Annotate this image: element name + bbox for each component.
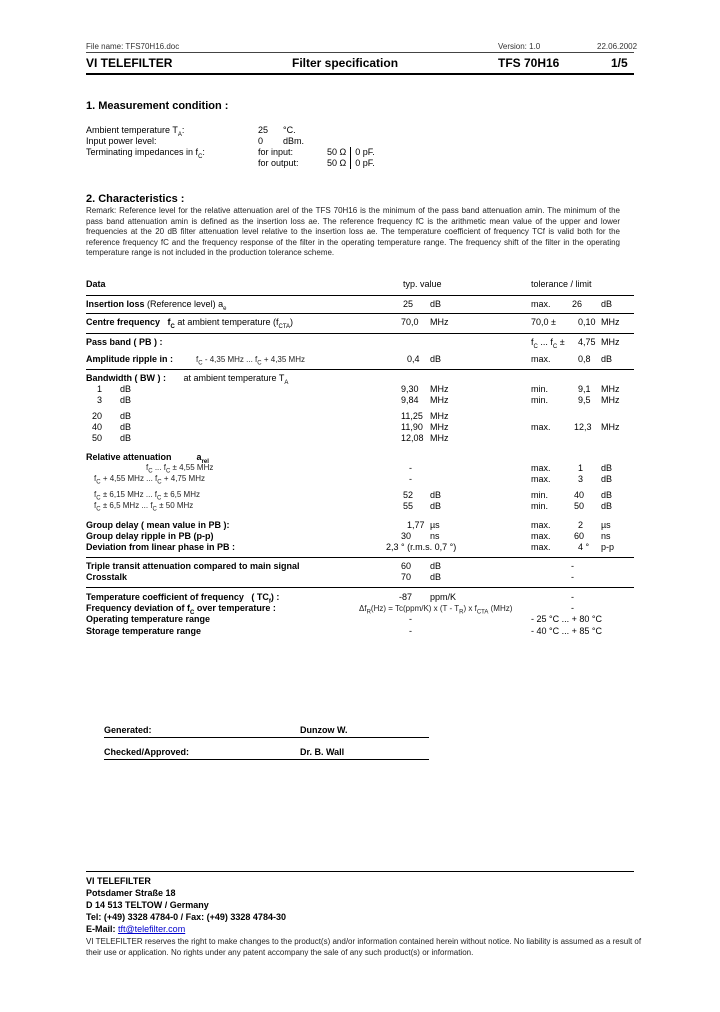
tolerance-kind: max.	[531, 422, 551, 432]
ra-limit: 1	[578, 463, 584, 473]
unit: MHz	[430, 433, 449, 443]
tolerance-kind: max.	[531, 299, 551, 309]
row-divider	[86, 587, 634, 588]
group-delay-limit: 2	[578, 520, 584, 530]
crosstalk-label: Crosstalk	[86, 572, 128, 582]
group-delay-ripple-typ: 30	[401, 531, 412, 541]
unit: ns	[601, 531, 611, 541]
ra-limit: 50	[574, 501, 585, 511]
company-name: VI TELEFILTER	[86, 56, 173, 70]
unit: dB	[601, 474, 613, 484]
bw-level: 1	[97, 384, 103, 394]
tolerance-kind: max.	[531, 354, 551, 364]
storage-temp-range: - 40 °C ... + 85 °C	[531, 626, 602, 636]
pass-band-range: $f_C$ ... $f_C$ ±	[531, 337, 565, 350]
unit: MHz	[601, 337, 620, 347]
tc-tolerance: -	[571, 592, 574, 602]
bw-level: 40	[92, 422, 103, 432]
ra-typ: -	[409, 474, 412, 484]
bw-limit: 9,1	[578, 384, 591, 394]
ra-range: $f_C \pm 6,15$ MHz ... $f_C \pm 6,5$ MHz	[94, 490, 200, 502]
relative-attenuation-label: Relative attenuation $a_{rel}$	[86, 452, 209, 465]
centre-frequency-typ: 70,0	[401, 317, 419, 327]
amplitude-ripple-typ: 0,4	[407, 354, 420, 364]
operating-temp-range: - 25 °C ... + 80 °C	[531, 614, 602, 624]
unit: dB	[120, 384, 132, 394]
input-power-unit: dBm.	[283, 136, 305, 146]
group-delay-label: Group delay ( mean value in PB ):	[86, 520, 230, 530]
for-input-value: 50 Ω 0 pF.	[327, 147, 375, 157]
pass-band-label: Pass band ( PB ) :	[86, 337, 163, 347]
bw-typ: 11,90	[401, 422, 423, 432]
centre-frequency-nominal: 70,0 ±	[531, 317, 556, 327]
for-output-label: for output:	[258, 158, 299, 168]
terminating-impedance-label: Terminating impedances in $f_C$:	[86, 147, 205, 160]
phase-deviation-label: Deviation from linear phase in PB :	[86, 542, 236, 552]
table-divider	[86, 295, 634, 296]
generated-name: Dunzow W.	[300, 725, 348, 735]
unit: µs	[430, 520, 440, 530]
unit: MHz	[601, 317, 620, 327]
crosstalk-typ: 70	[401, 572, 412, 582]
remark-paragraph: Remark: Reference level for the relative attenuation arel of the TFS 70H16 is the minimum of the pass band attenuation amin. The minimum of the pass band attenuation amin is defined as the insertion loss ae. The reference frequency fC is the arithmetic mean value of the upper and lower frequencies at the 20 dB filter attenuation level relative to the insertion loss ae. The temperature coefficient of frequency TCf is valid both for the reference frequency fC and the frequency response of the filter in the operating temperature range. The frequency shift of the filter in the operating temperature range is not included in the production tolerance scheme.	[86, 206, 620, 257]
tolerance-kind: max.	[531, 463, 551, 473]
footer-city: D 14 513 TELTOW / Germany	[86, 900, 209, 910]
separator-bar	[350, 147, 351, 158]
unit: dB	[601, 354, 613, 364]
phase-deviation-typ: 2,3 ° (r.m.s. 0,7 °)	[386, 542, 457, 552]
unit: dB	[120, 422, 132, 432]
group-delay-ripple-label: Group delay ripple in PB (p-p)	[86, 531, 214, 541]
tolerance-kind: max.	[531, 474, 551, 484]
unit: dB	[120, 433, 132, 443]
freq-deviation-label: Frequency deviation of $f_C$ over temperature :	[86, 603, 276, 616]
footer-divider	[86, 871, 634, 872]
header-divider-top	[86, 52, 634, 53]
bw-typ: 11,25	[401, 411, 423, 421]
doc-date: 22.06.2002	[597, 42, 638, 51]
unit: dB	[601, 299, 613, 309]
tolerance-kind: min.	[531, 384, 549, 394]
checked-label: Checked/Approved:	[104, 747, 190, 757]
checked-name: Dr. B. Wall	[300, 747, 345, 757]
bw-typ: 9,84	[401, 395, 419, 405]
unit: dB	[120, 411, 132, 421]
header-divider	[86, 73, 634, 75]
tolerance-kind: max.	[531, 542, 551, 552]
bw-level: 20	[92, 411, 103, 421]
ra-typ: -	[409, 463, 412, 473]
storage-temp-label: Storage temperature range	[86, 626, 202, 636]
input-power-value: 0	[258, 136, 264, 146]
footer-phone: Tel: (+49) 3328 4784-0 / Fax: (+49) 3328 4784-30	[86, 912, 286, 922]
unit: MHz	[430, 317, 449, 327]
unit: MHz	[430, 422, 449, 432]
unit: ns	[430, 531, 440, 541]
for-output-value: 50 Ω 0 pF.	[327, 158, 375, 168]
amplitude-ripple-limit: 0,8	[578, 354, 591, 364]
ra-limit: 3	[578, 474, 584, 484]
unit: dB	[601, 501, 613, 511]
row-divider	[86, 313, 634, 314]
tolerance-kind: min.	[531, 501, 549, 511]
insertion-loss-label: Insertion loss (Reference level) $a_e$	[86, 299, 227, 312]
unit: dB	[120, 395, 132, 405]
freq-deviation-formula: $\Delta f_R(Hz) = Tc(ppm/K)$ x $(T - T_R)$ x $f_{CTA}$ (MHz)	[359, 604, 513, 616]
unit: dB	[430, 490, 442, 500]
bw-level: 50	[92, 433, 103, 443]
insertion-loss-typ: 25	[403, 299, 414, 309]
unit: ppm/K	[430, 592, 457, 602]
ambient-temp-value: 25	[258, 125, 269, 135]
group-delay-typ: 1,77	[407, 520, 425, 530]
amplitude-ripple-label: Amplitude ripple in :	[86, 354, 173, 364]
tolerance-kind: min.	[531, 395, 549, 405]
triple-transit-typ: 60	[401, 561, 412, 571]
unit: µs	[601, 520, 611, 530]
col-tolerance: tolerance / limit	[531, 279, 592, 289]
crosstalk-tolerance: -	[571, 572, 574, 582]
storage-temp-typ: -	[409, 626, 412, 636]
bw-limit: 9,5	[578, 395, 591, 405]
unit: MHz	[601, 395, 620, 405]
footer-email: E-Mail: tft@telefilter.com	[86, 924, 186, 934]
for-input-label: for input:	[258, 147, 294, 157]
group-delay-ripple-limit: 60	[574, 531, 585, 541]
row-divider	[86, 557, 634, 558]
col-data: Data	[86, 279, 106, 289]
unit: p-p	[601, 542, 615, 552]
email-link[interactable]: tft@telefilter.com	[118, 924, 186, 934]
input-power-label: Input power level:	[86, 136, 157, 146]
unit: dB	[430, 354, 442, 364]
col-typ-value: typ. value	[403, 279, 442, 289]
triple-transit-label: Triple transit attenuation compared to main signal	[86, 561, 300, 571]
tc-typ: -87	[399, 592, 413, 602]
ra-range: $f_C \pm 6,5$ MHz ... $f_C \pm 50$ MHz	[94, 501, 194, 513]
signature-line	[104, 759, 429, 760]
unit: MHz	[430, 395, 449, 405]
row-divider	[86, 333, 634, 334]
unit: dB	[430, 561, 442, 571]
freq-deviation-tolerance: -	[571, 603, 574, 613]
centre-frequency-label: Centre frequency $f_C$ at ambient temperature $(f_{CTA})$	[86, 317, 294, 330]
doc-title: Filter specification	[292, 56, 399, 70]
signature-line	[104, 737, 429, 738]
unit: dB	[601, 490, 613, 500]
generated-label: Generated:	[104, 725, 152, 735]
tolerance-kind: min.	[531, 490, 549, 500]
tc-label: Temperature coefficient of frequency ( $TC_f$) :	[86, 592, 280, 605]
ra-range: $f_C + 4,55$ MHz ... $f_C + 4,75$ MHz	[94, 474, 205, 486]
row-divider	[86, 369, 634, 370]
version: Version: 1.0	[498, 42, 541, 51]
bw-typ: 9,30	[401, 384, 419, 394]
operating-temp-typ: -	[409, 614, 412, 624]
ambient-temp-unit: °C.	[283, 125, 296, 135]
unit: dB	[430, 299, 442, 309]
insertion-loss-limit: 26	[572, 299, 583, 309]
file-name: File name: TFS70H16.doc	[86, 42, 180, 51]
unit: dB	[430, 572, 442, 582]
characteristics-heading: 2. Characteristics :	[86, 193, 185, 205]
bw-typ: 12,08	[401, 433, 424, 443]
ra-range: $f_C$ ... $f_C \pm 4,55$ MHz	[146, 463, 214, 475]
bw-level: 3	[97, 395, 103, 405]
footer-company: VI TELEFILTER	[86, 876, 151, 886]
unit: MHz	[430, 411, 449, 421]
tolerance-kind: max.	[531, 520, 551, 530]
unit: dB	[430, 501, 442, 511]
unit: dB	[601, 463, 613, 473]
tolerance-kind: max.	[531, 531, 551, 541]
ra-typ: 52	[403, 490, 414, 500]
measurement-heading: 1. Measurement condition :	[86, 100, 229, 112]
unit: MHz	[430, 384, 449, 394]
unit: MHz	[601, 384, 620, 394]
operating-temp-label: Operating temperature range	[86, 614, 211, 624]
triple-transit-tolerance: -	[571, 561, 574, 571]
footer-street: Potsdamer Straße 18	[86, 888, 176, 898]
ra-typ: 55	[403, 501, 414, 511]
disclaimer-line-2: their use or application. No rights under any patent accompany the sale of any such product(s) or information.	[86, 948, 474, 957]
bw-limit: 12,3	[574, 422, 592, 432]
unit: MHz	[601, 422, 620, 432]
ambient-temp-label: Ambient temperature $T_A$:	[86, 125, 185, 138]
phase-deviation-limit: 4 °	[578, 542, 590, 552]
amplitude-ripple-range: $f_C - 4,35$ MHz ... $f_C + 4,35$ MHz	[196, 355, 305, 367]
centre-frequency-tolerance: 0,10	[578, 317, 596, 327]
pass-band-width: 4,75	[578, 337, 596, 347]
page-number: 1/5	[611, 56, 628, 70]
separator-bar	[350, 158, 351, 169]
part-number: TFS 70H16	[498, 56, 560, 70]
disclaimer-line-1: VI TELEFILTER reserves the right to make changes to the product(s) and/or information contained herein without notice. No liability is assumed as a result of	[86, 937, 642, 946]
ra-limit: 40	[574, 490, 585, 500]
bandwidth-label: Bandwidth ( BW ) : at ambient temperature $T_A$	[86, 373, 289, 386]
